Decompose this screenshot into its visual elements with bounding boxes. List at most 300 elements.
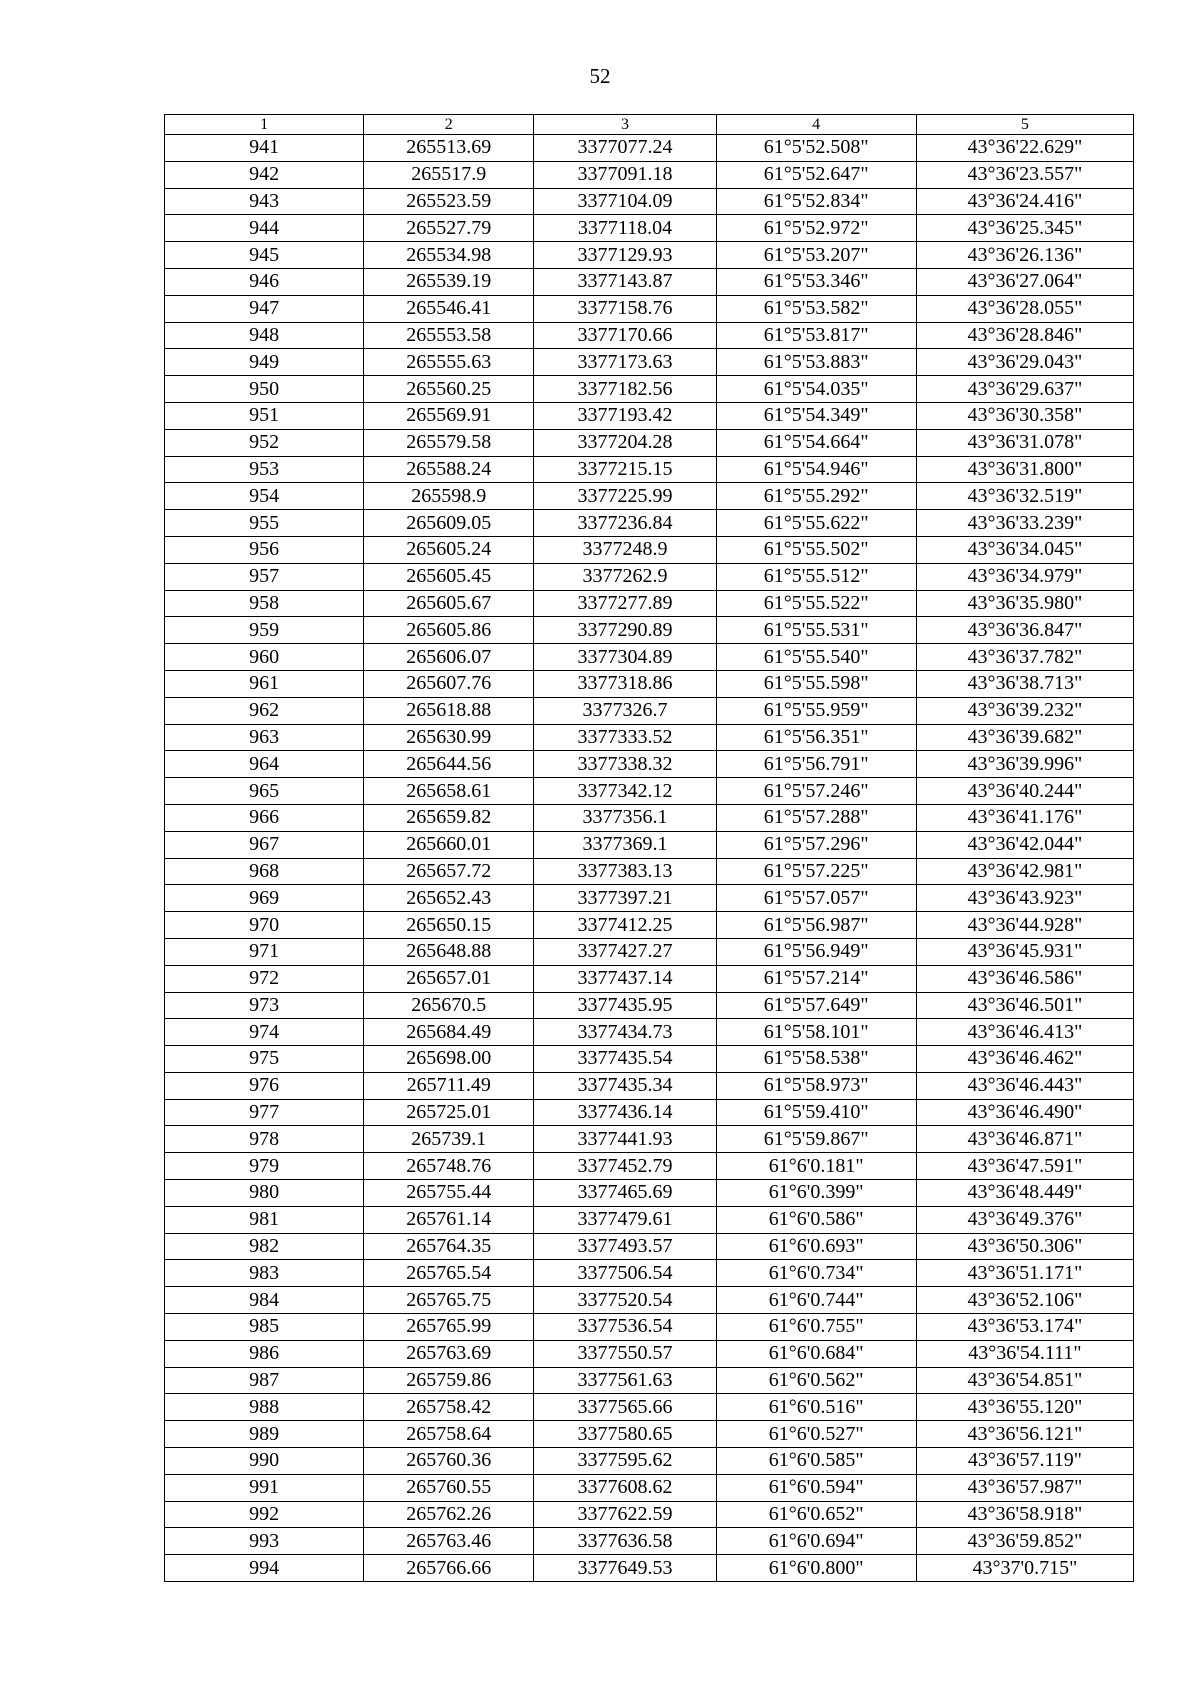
table-row	[165, 510, 1134, 537]
table-row	[165, 1180, 1134, 1207]
point-number-cell: 989	[165, 1421, 364, 1448]
x-coordinate-cell: 265539.19	[364, 268, 534, 295]
y-coordinate-cell: 3377436.14	[534, 1099, 716, 1126]
table-row	[165, 322, 1134, 349]
table-row	[165, 1474, 1134, 1501]
latitude-cell: 43°36'30.358"	[916, 402, 1133, 429]
longitude-cell: 61°5'52.647"	[716, 161, 916, 188]
y-coordinate-cell: 3377561.63	[534, 1367, 716, 1394]
table-row	[165, 617, 1134, 644]
point-number-cell: 983	[165, 1260, 364, 1287]
table-row	[165, 724, 1134, 751]
y-coordinate-cell: 3377435.54	[534, 1046, 716, 1073]
longitude-cell: 61°6'0.181"	[716, 1153, 916, 1180]
y-coordinate-cell: 3377225.99	[534, 483, 716, 510]
point-number-cell: 956	[165, 536, 364, 563]
table-row	[165, 1340, 1134, 1367]
point-number-cell: 946	[165, 268, 364, 295]
point-number-cell: 943	[165, 188, 364, 215]
longitude-cell: 61°5'57.649"	[716, 992, 916, 1019]
latitude-cell: 43°36'49.376"	[916, 1206, 1133, 1233]
latitude-cell: 43°36'39.996"	[916, 751, 1133, 778]
table-row	[165, 1287, 1134, 1314]
y-coordinate-cell: 3377435.34	[534, 1072, 716, 1099]
y-coordinate-cell: 3377215.15	[534, 456, 716, 483]
y-coordinate-cell: 3377437.14	[534, 965, 716, 992]
x-coordinate-cell: 265660.01	[364, 831, 534, 858]
latitude-cell: 43°36'46.490"	[916, 1099, 1133, 1126]
table-row	[165, 295, 1134, 322]
latitude-cell: 43°36'39.682"	[916, 724, 1133, 751]
table-row	[165, 912, 1134, 939]
point-number-cell: 949	[165, 349, 364, 376]
x-coordinate-cell: 265765.75	[364, 1287, 534, 1314]
x-coordinate-cell: 265748.76	[364, 1153, 534, 1180]
longitude-cell: 61°6'0.586"	[716, 1206, 916, 1233]
point-number-cell: 962	[165, 697, 364, 724]
x-coordinate-cell: 265739.1	[364, 1126, 534, 1153]
longitude-cell: 61°5'56.987"	[716, 912, 916, 939]
table-row	[165, 885, 1134, 912]
longitude-cell: 61°5'52.834"	[716, 188, 916, 215]
table-row	[165, 1448, 1134, 1475]
column-header-3: 3	[534, 115, 716, 135]
y-coordinate-cell: 3377356.1	[534, 804, 716, 831]
longitude-cell: 61°6'0.585"	[716, 1448, 916, 1475]
table-row	[165, 938, 1134, 965]
longitude-cell: 61°5'52.972"	[716, 215, 916, 242]
y-coordinate-cell: 3377435.95	[534, 992, 716, 1019]
x-coordinate-cell: 265759.86	[364, 1367, 534, 1394]
latitude-cell: 43°36'45.931"	[916, 938, 1133, 965]
y-coordinate-cell: 3377091.18	[534, 161, 716, 188]
point-number-cell: 976	[165, 1072, 364, 1099]
point-number-cell: 969	[165, 885, 364, 912]
x-coordinate-cell: 265761.14	[364, 1206, 534, 1233]
latitude-cell: 43°36'46.443"	[916, 1072, 1133, 1099]
latitude-cell: 43°36'51.171"	[916, 1260, 1133, 1287]
x-coordinate-cell: 265569.91	[364, 402, 534, 429]
point-number-cell: 971	[165, 938, 364, 965]
x-coordinate-cell: 265546.41	[364, 295, 534, 322]
latitude-cell: 43°36'29.043"	[916, 349, 1133, 376]
latitude-cell: 43°36'42.044"	[916, 831, 1133, 858]
latitude-cell: 43°36'59.852"	[916, 1528, 1133, 1555]
table-row	[165, 1206, 1134, 1233]
column-header-2: 2	[364, 115, 534, 135]
y-coordinate-cell: 3377636.58	[534, 1528, 716, 1555]
table-row	[165, 1314, 1134, 1341]
table-body	[165, 135, 1134, 1582]
point-number-cell: 967	[165, 831, 364, 858]
table-row	[165, 751, 1134, 778]
table-row	[165, 349, 1134, 376]
latitude-cell: 43°36'35.980"	[916, 590, 1133, 617]
column-header-1: 1	[165, 115, 364, 135]
latitude-cell: 43°36'48.449"	[916, 1180, 1133, 1207]
point-number-cell: 972	[165, 965, 364, 992]
x-coordinate-cell: 265763.69	[364, 1340, 534, 1367]
latitude-cell: 43°36'57.987"	[916, 1474, 1133, 1501]
table-row	[165, 1233, 1134, 1260]
table-row	[165, 188, 1134, 215]
point-number-cell: 979	[165, 1153, 364, 1180]
x-coordinate-cell: 265765.99	[364, 1314, 534, 1341]
latitude-cell: 43°36'46.501"	[916, 992, 1133, 1019]
point-number-cell: 965	[165, 778, 364, 805]
latitude-cell: 43°36'31.800"	[916, 456, 1133, 483]
longitude-cell: 61°5'54.664"	[716, 429, 916, 456]
x-coordinate-cell: 265605.86	[364, 617, 534, 644]
y-coordinate-cell: 3377595.62	[534, 1448, 716, 1475]
longitude-cell: 61°5'58.538"	[716, 1046, 916, 1073]
y-coordinate-cell: 3377622.59	[534, 1501, 716, 1528]
x-coordinate-cell: 265650.15	[364, 912, 534, 939]
point-number-cell: 957	[165, 563, 364, 590]
table-row	[165, 161, 1134, 188]
table-row	[165, 1501, 1134, 1528]
x-coordinate-cell: 265670.5	[364, 992, 534, 1019]
point-number-cell: 964	[165, 751, 364, 778]
point-number-cell: 993	[165, 1528, 364, 1555]
point-number-cell: 985	[165, 1314, 364, 1341]
table-row	[165, 456, 1134, 483]
longitude-cell: 61°5'57.246"	[716, 778, 916, 805]
y-coordinate-cell: 3377193.42	[534, 402, 716, 429]
table-row	[165, 1126, 1134, 1153]
table-row	[165, 1153, 1134, 1180]
point-number-cell: 982	[165, 1233, 364, 1260]
x-coordinate-cell: 265588.24	[364, 456, 534, 483]
latitude-cell: 43°36'24.416"	[916, 188, 1133, 215]
latitude-cell: 43°36'32.519"	[916, 483, 1133, 510]
point-number-cell: 978	[165, 1126, 364, 1153]
x-coordinate-cell: 265725.01	[364, 1099, 534, 1126]
latitude-cell: 43°36'27.064"	[916, 268, 1133, 295]
latitude-cell: 43°36'42.981"	[916, 858, 1133, 885]
latitude-cell: 43°36'46.871"	[916, 1126, 1133, 1153]
point-number-cell: 991	[165, 1474, 364, 1501]
x-coordinate-cell: 265763.46	[364, 1528, 534, 1555]
latitude-cell: 43°36'34.979"	[916, 563, 1133, 590]
x-coordinate-cell: 265579.58	[364, 429, 534, 456]
x-coordinate-cell: 265630.99	[364, 724, 534, 751]
longitude-cell: 61°6'0.744"	[716, 1287, 916, 1314]
latitude-cell: 43°36'34.045"	[916, 536, 1133, 563]
table-row	[165, 1072, 1134, 1099]
table-row	[165, 1555, 1134, 1582]
x-coordinate-cell: 265652.43	[364, 885, 534, 912]
point-number-cell: 942	[165, 161, 364, 188]
table-row	[165, 1528, 1134, 1555]
x-coordinate-cell: 265684.49	[364, 1019, 534, 1046]
table-row	[165, 1046, 1134, 1073]
point-number-cell: 961	[165, 670, 364, 697]
table-row	[165, 1099, 1134, 1126]
y-coordinate-cell: 3377565.66	[534, 1394, 716, 1421]
longitude-cell: 61°5'56.949"	[716, 938, 916, 965]
table-row	[165, 831, 1134, 858]
longitude-cell: 61°5'55.502"	[716, 536, 916, 563]
latitude-cell: 43°36'33.239"	[916, 510, 1133, 537]
point-number-cell: 990	[165, 1448, 364, 1475]
x-coordinate-cell: 265648.88	[364, 938, 534, 965]
point-number-cell: 984	[165, 1287, 364, 1314]
latitude-cell: 43°36'37.782"	[916, 644, 1133, 671]
latitude-cell: 43°36'46.462"	[916, 1046, 1133, 1073]
longitude-cell: 61°6'0.527"	[716, 1421, 916, 1448]
point-number-cell: 954	[165, 483, 364, 510]
y-coordinate-cell: 3377077.24	[534, 135, 716, 162]
latitude-cell: 43°36'28.055"	[916, 295, 1133, 322]
longitude-cell: 61°5'53.817"	[716, 322, 916, 349]
x-coordinate-cell: 265553.58	[364, 322, 534, 349]
x-coordinate-cell: 265513.69	[364, 135, 534, 162]
y-coordinate-cell: 3377580.65	[534, 1421, 716, 1448]
latitude-cell: 43°36'28.846"	[916, 322, 1133, 349]
point-number-cell: 977	[165, 1099, 364, 1126]
latitude-cell: 43°36'54.111"	[916, 1340, 1133, 1367]
longitude-cell: 61°5'55.531"	[716, 617, 916, 644]
table-row	[165, 778, 1134, 805]
table-row	[165, 1367, 1134, 1394]
longitude-cell: 61°5'55.512"	[716, 563, 916, 590]
longitude-cell: 61°6'0.800"	[716, 1555, 916, 1582]
y-coordinate-cell: 3377158.76	[534, 295, 716, 322]
point-number-cell: 963	[165, 724, 364, 751]
longitude-cell: 61°6'0.652"	[716, 1501, 916, 1528]
latitude-cell: 43°36'47.591"	[916, 1153, 1133, 1180]
column-header-4: 4	[716, 115, 916, 135]
page-number: 52	[589, 64, 611, 88]
y-coordinate-cell: 3377441.93	[534, 1126, 716, 1153]
point-number-cell: 948	[165, 322, 364, 349]
y-coordinate-cell: 3377277.89	[534, 590, 716, 617]
x-coordinate-cell: 265758.64	[364, 1421, 534, 1448]
latitude-cell: 43°36'22.629"	[916, 135, 1133, 162]
table-row	[165, 670, 1134, 697]
longitude-cell: 61°5'58.973"	[716, 1072, 916, 1099]
point-number-cell: 981	[165, 1206, 364, 1233]
longitude-cell: 61°5'54.349"	[716, 402, 916, 429]
longitude-cell: 61°5'57.288"	[716, 804, 916, 831]
point-number-cell: 951	[165, 402, 364, 429]
latitude-cell: 43°36'54.851"	[916, 1367, 1133, 1394]
point-number-cell: 944	[165, 215, 364, 242]
header-row	[165, 115, 1134, 135]
table-row	[165, 1019, 1134, 1046]
longitude-cell: 61°5'55.540"	[716, 644, 916, 671]
x-coordinate-cell: 265658.61	[364, 778, 534, 805]
column-header-5: 5	[916, 115, 1133, 135]
latitude-cell: 43°37'0.715"	[916, 1555, 1133, 1582]
longitude-cell: 61°6'0.693"	[716, 1233, 916, 1260]
longitude-cell: 61°5'57.225"	[716, 858, 916, 885]
y-coordinate-cell: 3377338.32	[534, 751, 716, 778]
x-coordinate-cell: 265555.63	[364, 349, 534, 376]
table-row	[165, 268, 1134, 295]
longitude-cell: 61°5'54.946"	[716, 456, 916, 483]
latitude-cell: 43°36'44.928"	[916, 912, 1133, 939]
table-row	[165, 858, 1134, 885]
point-number-cell: 986	[165, 1340, 364, 1367]
point-number-cell: 994	[165, 1555, 364, 1582]
x-coordinate-cell: 265760.36	[364, 1448, 534, 1475]
latitude-cell: 43°36'25.345"	[916, 215, 1133, 242]
y-coordinate-cell: 3377326.7	[534, 697, 716, 724]
y-coordinate-cell: 3377342.12	[534, 778, 716, 805]
longitude-cell: 61°5'52.508"	[716, 135, 916, 162]
latitude-cell: 43°36'57.119"	[916, 1448, 1133, 1475]
y-coordinate-cell: 3377550.57	[534, 1340, 716, 1367]
longitude-cell: 61°6'0.755"	[716, 1314, 916, 1341]
table-row	[165, 536, 1134, 563]
x-coordinate-cell: 265534.98	[364, 242, 534, 269]
y-coordinate-cell: 3377649.53	[534, 1555, 716, 1582]
y-coordinate-cell: 3377118.04	[534, 215, 716, 242]
point-number-cell: 945	[165, 242, 364, 269]
y-coordinate-cell: 3377129.93	[534, 242, 716, 269]
latitude-cell: 43°36'31.078"	[916, 429, 1133, 456]
y-coordinate-cell: 3377290.89	[534, 617, 716, 644]
y-coordinate-cell: 3377173.63	[534, 349, 716, 376]
longitude-cell: 61°5'57.296"	[716, 831, 916, 858]
point-number-cell: 959	[165, 617, 364, 644]
point-number-cell: 952	[165, 429, 364, 456]
y-coordinate-cell: 3377333.52	[534, 724, 716, 751]
y-coordinate-cell: 3377427.27	[534, 938, 716, 965]
x-coordinate-cell: 265765.54	[364, 1260, 534, 1287]
longitude-cell: 61°5'59.867"	[716, 1126, 916, 1153]
table-row	[165, 804, 1134, 831]
y-coordinate-cell: 3377304.89	[534, 644, 716, 671]
table-row	[165, 376, 1134, 403]
point-number-cell: 987	[165, 1367, 364, 1394]
x-coordinate-cell: 265711.49	[364, 1072, 534, 1099]
x-coordinate-cell: 265609.05	[364, 510, 534, 537]
table-row	[165, 1394, 1134, 1421]
longitude-cell: 61°5'54.035"	[716, 376, 916, 403]
x-coordinate-cell: 265605.67	[364, 590, 534, 617]
point-number-cell: 974	[165, 1019, 364, 1046]
y-coordinate-cell: 3377182.56	[534, 376, 716, 403]
latitude-cell: 43°36'53.174"	[916, 1314, 1133, 1341]
longitude-cell: 61°6'0.684"	[716, 1340, 916, 1367]
y-coordinate-cell: 3377369.1	[534, 831, 716, 858]
y-coordinate-cell: 3377143.87	[534, 268, 716, 295]
y-coordinate-cell: 3377434.73	[534, 1019, 716, 1046]
table-row	[165, 483, 1134, 510]
longitude-cell: 61°6'0.594"	[716, 1474, 916, 1501]
latitude-cell: 43°36'40.244"	[916, 778, 1133, 805]
x-coordinate-cell: 265523.59	[364, 188, 534, 215]
latitude-cell: 43°36'36.847"	[916, 617, 1133, 644]
latitude-cell: 43°36'43.923"	[916, 885, 1133, 912]
y-coordinate-cell: 3377104.09	[534, 188, 716, 215]
point-number-cell: 958	[165, 590, 364, 617]
table-row	[165, 215, 1134, 242]
longitude-cell: 61°5'57.057"	[716, 885, 916, 912]
point-number-cell: 955	[165, 510, 364, 537]
longitude-cell: 61°5'53.346"	[716, 268, 916, 295]
longitude-cell: 61°5'57.214"	[716, 965, 916, 992]
x-coordinate-cell: 265758.42	[364, 1394, 534, 1421]
x-coordinate-cell: 265644.56	[364, 751, 534, 778]
coordinates-table	[164, 114, 1134, 1582]
x-coordinate-cell: 265762.26	[364, 1501, 534, 1528]
x-coordinate-cell: 265560.25	[364, 376, 534, 403]
point-number-cell: 950	[165, 376, 364, 403]
longitude-cell: 61°6'0.734"	[716, 1260, 916, 1287]
y-coordinate-cell: 3377204.28	[534, 429, 716, 456]
x-coordinate-cell: 265618.88	[364, 697, 534, 724]
table-row	[165, 402, 1134, 429]
table-row	[165, 1421, 1134, 1448]
latitude-cell: 43°36'38.713"	[916, 670, 1133, 697]
latitude-cell: 43°36'29.637"	[916, 376, 1133, 403]
x-coordinate-cell: 265517.9	[364, 161, 534, 188]
point-number-cell: 975	[165, 1046, 364, 1073]
longitude-cell: 61°5'58.101"	[716, 1019, 916, 1046]
y-coordinate-cell: 3377465.69	[534, 1180, 716, 1207]
table-row	[165, 563, 1134, 590]
point-number-cell: 947	[165, 295, 364, 322]
longitude-cell: 61°5'55.292"	[716, 483, 916, 510]
table-row	[165, 429, 1134, 456]
longitude-cell: 61°6'0.694"	[716, 1528, 916, 1555]
point-number-cell: 968	[165, 858, 364, 885]
y-coordinate-cell: 3377493.57	[534, 1233, 716, 1260]
point-number-cell: 941	[165, 135, 364, 162]
y-coordinate-cell: 3377170.66	[534, 322, 716, 349]
x-coordinate-cell: 265607.76	[364, 670, 534, 697]
x-coordinate-cell: 265760.55	[364, 1474, 534, 1501]
x-coordinate-cell: 265657.72	[364, 858, 534, 885]
point-number-cell: 988	[165, 1394, 364, 1421]
y-coordinate-cell: 3377452.79	[534, 1153, 716, 1180]
latitude-cell: 43°36'46.586"	[916, 965, 1133, 992]
longitude-cell: 61°6'0.399"	[716, 1180, 916, 1207]
point-number-cell: 980	[165, 1180, 364, 1207]
longitude-cell: 61°5'53.207"	[716, 242, 916, 269]
point-number-cell: 953	[165, 456, 364, 483]
x-coordinate-cell: 265598.9	[364, 483, 534, 510]
latitude-cell: 43°36'56.121"	[916, 1421, 1133, 1448]
latitude-cell: 43°36'52.106"	[916, 1287, 1133, 1314]
table-row	[165, 1260, 1134, 1287]
y-coordinate-cell: 3377318.86	[534, 670, 716, 697]
latitude-cell: 43°36'58.918"	[916, 1501, 1133, 1528]
x-coordinate-cell: 265766.66	[364, 1555, 534, 1582]
table-row	[165, 242, 1134, 269]
latitude-cell: 43°36'39.232"	[916, 697, 1133, 724]
longitude-cell: 61°6'0.562"	[716, 1367, 916, 1394]
longitude-cell: 61°5'56.351"	[716, 724, 916, 751]
table-row	[165, 644, 1134, 671]
y-coordinate-cell: 3377536.54	[534, 1314, 716, 1341]
point-number-cell: 960	[165, 644, 364, 671]
point-number-cell: 970	[165, 912, 364, 939]
table-header	[165, 115, 1134, 135]
y-coordinate-cell: 3377506.54	[534, 1260, 716, 1287]
longitude-cell: 61°5'53.582"	[716, 295, 916, 322]
table-row	[165, 965, 1134, 992]
point-number-cell: 992	[165, 1501, 364, 1528]
y-coordinate-cell: 3377520.54	[534, 1287, 716, 1314]
table-row	[165, 135, 1134, 162]
y-coordinate-cell: 3377236.84	[534, 510, 716, 537]
x-coordinate-cell: 265657.01	[364, 965, 534, 992]
